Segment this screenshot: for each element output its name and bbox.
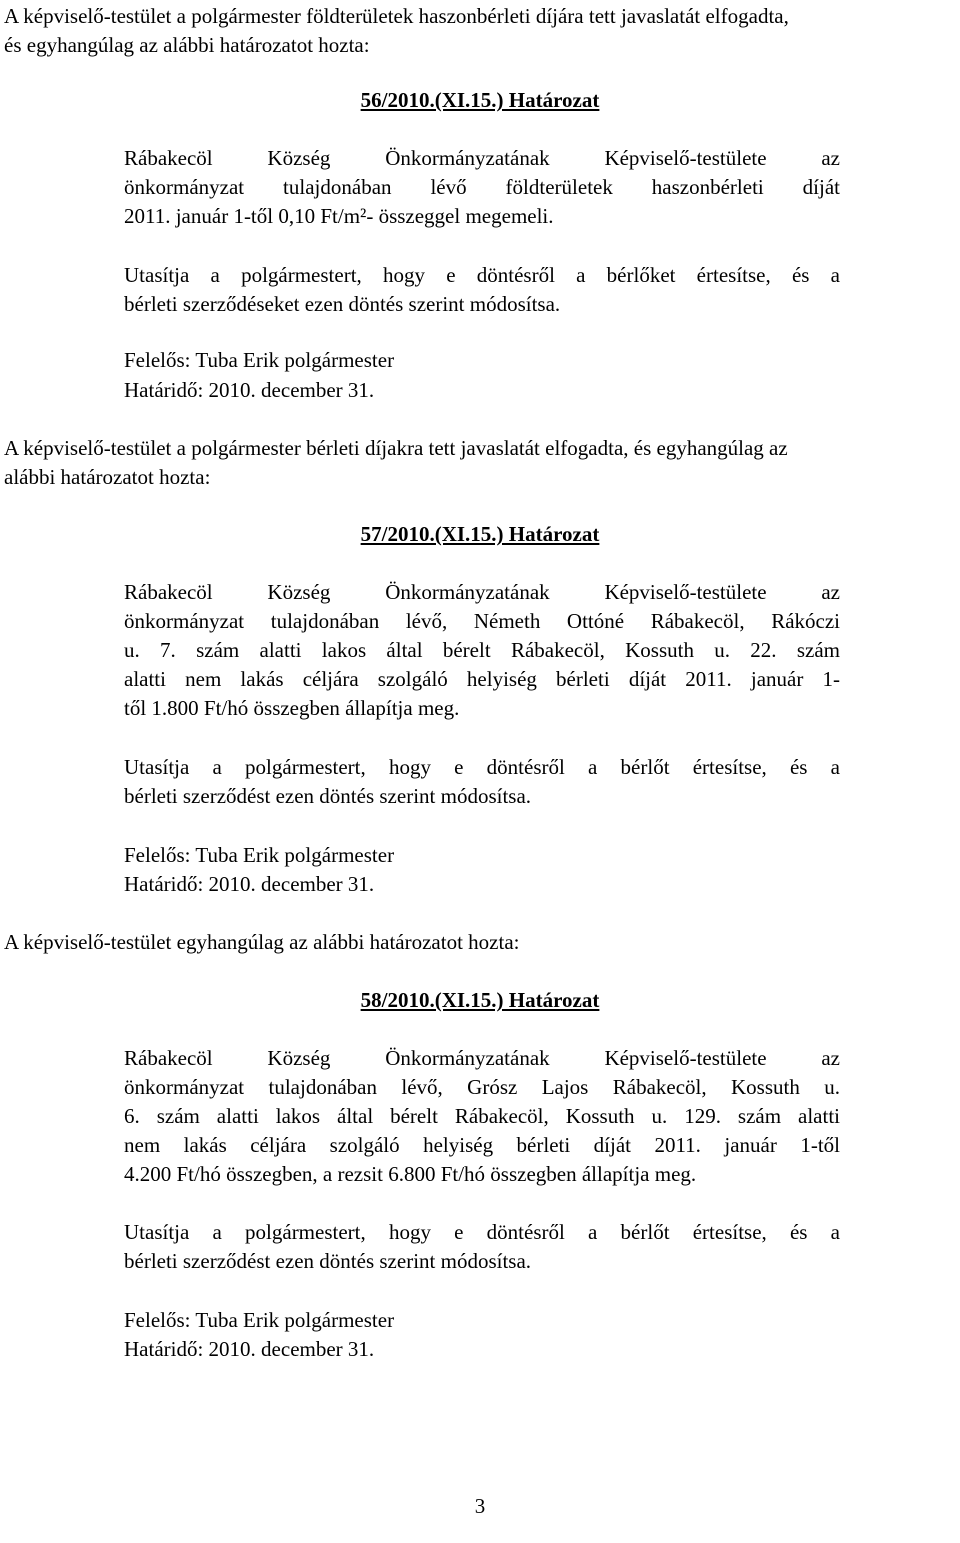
resolution-58-instruction bbox=[124, 1218, 840, 1276]
resolution-58-body-line-5: 4.200 Ft/hó összegben, a rezsit 6.800 Ft/hó összegben állapítja meg. bbox=[124, 1162, 697, 1186]
section-3-intro bbox=[4, 928, 954, 957]
resolution-56-instruction bbox=[124, 261, 840, 319]
resolution-57-responsible: Felelős: Tuba Erik polgármester bbox=[124, 843, 395, 867]
section-1-intro-line-1: A képviselő-testület a polgármester földterületek haszonbérleti díjára tett javaslatát elfogadta, bbox=[4, 4, 789, 28]
resolution-57-instruction bbox=[124, 753, 840, 811]
resolution-56-instruction-line-1: Utasítja a polgármestert, hogy e döntésről a bérlőket értesítse, és a bbox=[124, 263, 840, 287]
resolution-57-body-line-2: önkormányzat tulajdonában lévő, Németh Ottóné Rábakecöl, Rákóczi bbox=[124, 609, 840, 633]
resolution-56-body-line-1: Rábakecöl Község Önkormányzatának Képviselő-testülete az bbox=[124, 146, 840, 170]
resolution-58-instruction-line-2: bérleti szerződést ezen döntés szerint módosítsa. bbox=[124, 1249, 532, 1273]
resolution-56-body-line-2: önkormányzat tulajdonában lévő földterületek haszonbérleti díját bbox=[124, 175, 840, 199]
section-1-intro bbox=[4, 2, 954, 60]
resolution-57-instruction-line-2: bérleti szerződést ezen döntés szerint módosítsa. bbox=[124, 784, 532, 808]
resolution-56-body-line-3: 2011. január 1-től 0,10 Ft/m²- összeggel megemeli. bbox=[124, 204, 554, 228]
resolution-57-body-line-4: alatti nem lakás céljára szolgáló helyiség bérleti díját 2011. január 1- bbox=[124, 667, 840, 691]
section-2-intro bbox=[4, 434, 954, 492]
resolution-57-body-line-3: u. 7. szám alatti lakos által bérelt Rábakecöl, Kossuth u. 22. szám bbox=[124, 638, 840, 662]
resolution-57-body-line-5: től 1.800 Ft/hó összegben állapítja meg. bbox=[124, 696, 460, 720]
resolution-58-body bbox=[124, 1044, 840, 1189]
resolution-58-instruction-line-1: Utasítja a polgármestert, hogy e döntésről a bérlőt értesítse, és a bbox=[124, 1220, 840, 1244]
resolution-58-body-line-1: Rábakecöl Község Önkormányzatának Képviselő-testülete az bbox=[124, 1046, 840, 1070]
resolution-57-heading: 57/2010.(XI.15.) Határozat bbox=[360, 522, 600, 546]
resolution-58-body-line-4: nem lakás céljára szolgáló helyiség bérleti díját 2011. január 1-től bbox=[124, 1133, 840, 1157]
resolution-58-body-line-2: önkormányzat tulajdonában lévő, Grósz Lajos Rábakecöl, Kossuth u. bbox=[124, 1075, 840, 1099]
resolution-57-instruction-line-1: Utasítja a polgármestert, hogy e döntésről a bérlőt értesítse, és a bbox=[124, 755, 840, 779]
resolution-56-responsible: Felelős: Tuba Erik polgármester bbox=[124, 348, 395, 372]
page-number: 3 bbox=[474, 1494, 486, 1518]
resolution-58-body-line-3: 6. szám alatti lakos által bérelt Rábakecöl, Kossuth u. 129. szám alatti bbox=[124, 1104, 840, 1128]
resolution-56-instruction-line-2: bérleti szerződéseket ezen döntés szerint módosítsa. bbox=[124, 292, 561, 316]
resolution-58-deadline: Határidő: 2010. december 31. bbox=[124, 1337, 375, 1361]
section-2-intro-line-1: A képviselő-testület a polgármester bérleti díjakra tett javaslatát elfogadta, és egyhangúlag az bbox=[4, 436, 788, 460]
resolution-56-heading: 56/2010.(XI.15.) Határozat bbox=[360, 88, 600, 112]
resolution-58-responsible: Felelős: Tuba Erik polgármester bbox=[124, 1308, 395, 1332]
resolution-58-heading: 58/2010.(XI.15.) Határozat bbox=[360, 988, 600, 1012]
section-1-intro-line-2: és egyhangúlag az alábbi határozatot hozta: bbox=[4, 33, 370, 57]
resolution-57-body-line-1: Rábakecöl Község Önkormányzatának Képviselő-testülete az bbox=[124, 580, 840, 604]
resolution-57-body bbox=[124, 578, 840, 723]
resolution-56-body bbox=[124, 144, 840, 231]
section-3-intro-line-1: A képviselő-testület egyhangúlag az alábbi határozatot hozta: bbox=[4, 930, 520, 954]
resolution-57-deadline: Határidő: 2010. december 31. bbox=[124, 872, 375, 896]
resolution-56-deadline: Határidő: 2010. december 31. bbox=[124, 378, 375, 402]
section-2-intro-line-2: alábbi határozatot hozta: bbox=[4, 465, 211, 489]
